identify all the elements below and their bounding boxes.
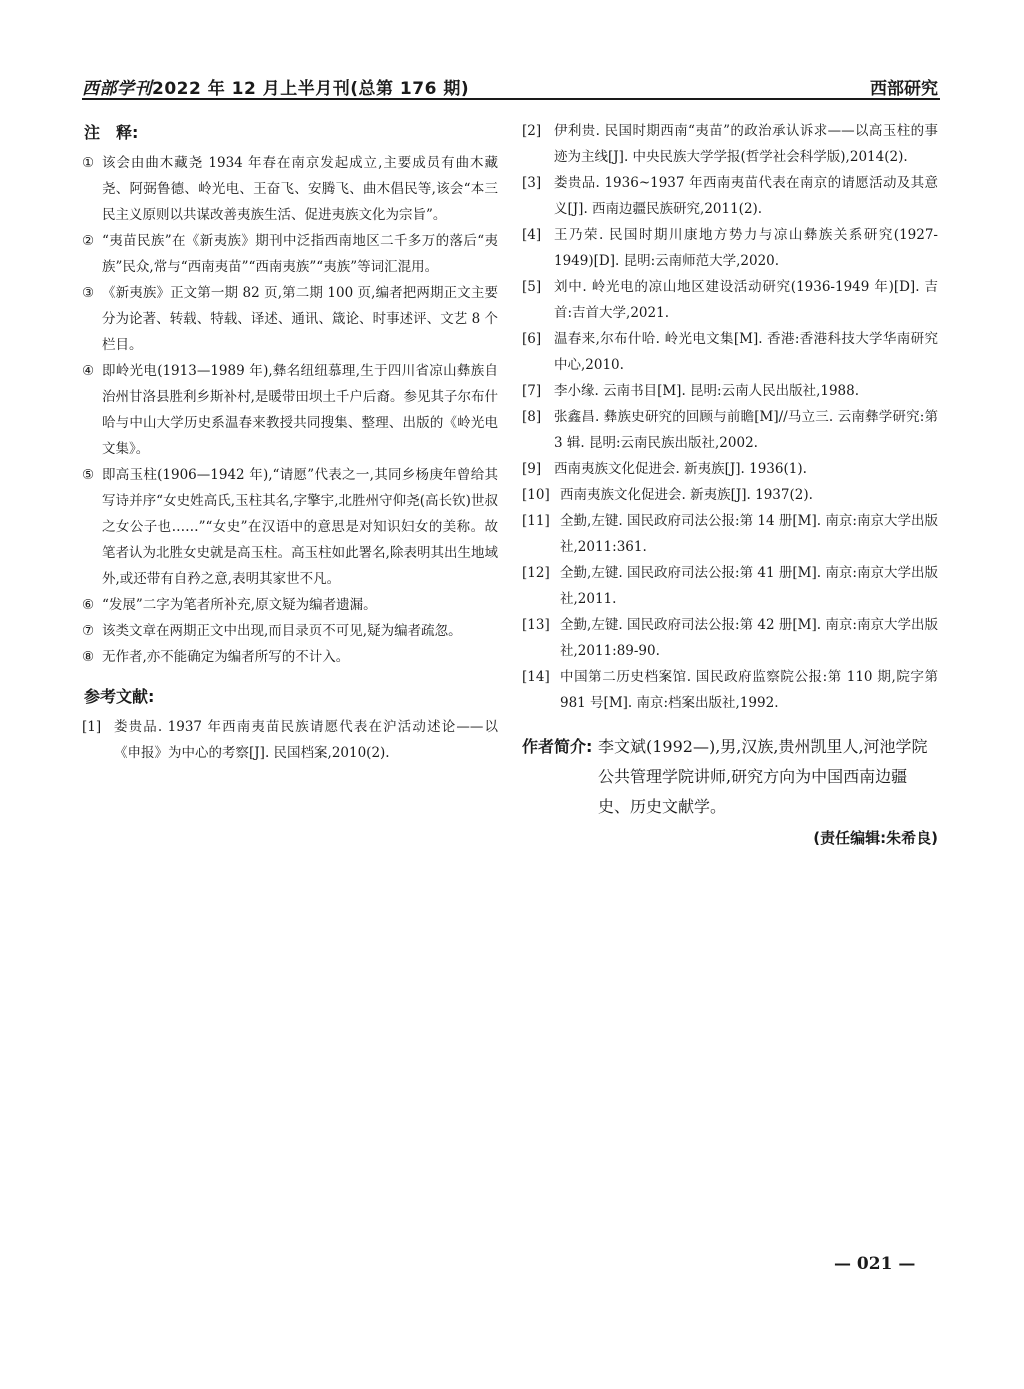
- note-text: 该会由曲木藏尧 1934 年春在南京发起成立,主要成员有曲木藏尧、阿弼鲁德、岭光电、王奋飞、安腾飞、曲木倡民等,该会“本三民主义原则以共谋改善夷族生活、促进夷族文化为宗旨”。: [102, 155, 498, 223]
- reference-text: 西南夷族文化促进会. 新夷族[J]. 1937(2).: [560, 487, 813, 503]
- note-item: [82, 358, 498, 462]
- reference-item: [522, 378, 938, 404]
- note-item: [82, 592, 498, 618]
- reference-item: [522, 222, 938, 274]
- section-name: 西部研究: [870, 79, 938, 99]
- note-item: [82, 280, 498, 358]
- note-marker: ③: [82, 285, 95, 301]
- reference-number: [14]: [522, 669, 550, 685]
- author-bio-text: 李文斌(1992—),男,汉族,贵州凯里人,河池学院公共管理学院讲师,研究方向为中国西南边疆史、历史文献学。: [598, 737, 928, 816]
- notes-heading: 注 释:: [84, 123, 139, 142]
- reference-item: [522, 612, 938, 664]
- reference-number: [10]: [522, 487, 550, 503]
- note-marker: ⑤: [82, 467, 95, 483]
- reference-text: 全勤,左键. 国民政府司法公报:第 42 册[M]. 南京:南京大学出版社,2011:89-90.: [560, 617, 938, 659]
- reference-text: 李小缘. 云南书目[M]. 昆明:云南人民出版社,1988.: [554, 383, 860, 399]
- issue-info: 2022 年 12 月上半月刊(总第 176 期): [152, 79, 470, 99]
- reference-text: 张鑫昌. 彝族史研究的回顾与前瞻[M]//马立三. 云南彝学研究:第 3 辑. 昆明:云南民族出版社,2002.: [554, 409, 938, 451]
- note-marker: ①: [82, 155, 95, 171]
- reference-text: 刘中. 岭光电的凉山地区建设活动研究(1936-1949 年)[D]. 吉首:吉首大学,2021.: [554, 279, 938, 321]
- reference-item: [522, 118, 938, 170]
- reference-text: 温春来,尔布什哈. 岭光电文集[M]. 香港:香港科技大学华南研究中心,2010.: [554, 331, 938, 373]
- note-item: [82, 228, 498, 280]
- reference-item: [522, 482, 938, 508]
- left-column: [82, 120, 498, 766]
- reference-number: [12]: [522, 565, 550, 581]
- reference-item: [82, 714, 498, 766]
- reference-text: 娄贵品. 1937 年西南夷苗民族请愿代表在沪活动述论——以《申报》为中心的考察[J]. 民国档案,2010(2).: [114, 719, 498, 761]
- journal-logo: 西部学刊: [82, 79, 152, 99]
- reference-text: 娄贵品. 1936~1937 年西南夷苗代表在南京的请愿活动及其意义[J]. 西南边疆民族研究,2011(2).: [554, 175, 938, 217]
- reference-item: [522, 326, 938, 378]
- note-text: “夷苗民族”在《新夷族》期刊中泛指西南地区二千多万的落后“夷族”民众,常与“西南夷苗”“西南夷族”“夷族”等词汇混用。: [102, 233, 498, 275]
- reference-item: [522, 664, 938, 716]
- note-text: 无作者,亦不能确定为编者所写的不计入。: [102, 649, 350, 665]
- reference-text: 伊利贵. 民国时期西南“夷苗”的政治承认诉求——以高玉柱的事迹为主线[J]. 中央民族大学学报(哲学社会科学版),2014(2).: [554, 123, 938, 165]
- note-marker: ⑦: [82, 623, 95, 639]
- note-text: 该类文章在两期正文中出现,而目录页不可见,疑为编者疏忽。: [102, 623, 462, 639]
- reference-number: [11]: [522, 513, 550, 529]
- note-marker: ⑧: [82, 649, 95, 665]
- reference-text: 全勤,左键. 国民政府司法公报:第 41 册[M]. 南京:南京大学出版社,2011.: [560, 565, 938, 607]
- reference-text: 全勤,左键. 国民政府司法公报:第 14 册[M]. 南京:南京大学出版社,2011:361.: [560, 513, 938, 555]
- note-text: 即高玉柱(1906—1942 年),“请愿”代表之一,其同乡杨庚年曾给其写诗并序“女史姓高氏,玉柱其名,字擎宇,北胜州守仰尧(高长钦)世叔之女公子也……”“女史”在汉语中的意思是对知识妇女的美称。故笔者认为北胜女史就是高玉柱。高玉柱如此署名,除表明其出生地域外,或还带有自矜之意,表明其家世不凡。: [102, 467, 498, 587]
- page-header: [82, 68, 940, 100]
- note-item: [82, 618, 498, 644]
- reference-item: [522, 560, 938, 612]
- reference-item: [522, 170, 938, 222]
- reference-number: [3]: [522, 175, 542, 191]
- reference-number: [6]: [522, 331, 542, 347]
- reference-number: [5]: [522, 279, 542, 295]
- references-heading: 参考文献:: [84, 687, 155, 706]
- note-item: [82, 150, 498, 228]
- right-column: [522, 118, 938, 852]
- note-item: [82, 644, 498, 670]
- reference-item: [522, 274, 938, 326]
- journal-title: [82, 74, 469, 99]
- reference-item: [522, 456, 938, 482]
- note-marker: ②: [82, 233, 95, 249]
- note-text: 《新夷族》正文第一期 82 页,第二期 100 页,编者把两期正文主要分为论著、转载、特载、译述、通讯、箴论、时事述评、文艺 8 个栏目。: [102, 285, 498, 353]
- reference-number: [4]: [522, 227, 542, 243]
- author-bio-label: 作者简介:: [522, 737, 593, 756]
- reference-number: [9]: [522, 461, 542, 477]
- reference-item: [522, 508, 938, 560]
- reference-text: 王乃荣. 民国时期川康地方势力与凉山彝族关系研究(1927-1949)[D]. 昆明:云南师范大学,2020.: [554, 227, 938, 269]
- reference-item: [522, 404, 938, 456]
- reference-text: 中国第二历史档案馆. 国民政府监察院公报:第 110 期,院字第 981 号[M]. 南京:档案出版社,1992.: [560, 669, 938, 711]
- note-marker: ⑥: [82, 597, 95, 613]
- reference-number: [1]: [82, 719, 102, 735]
- note-text: “发展”二字为笔者所补充,原文疑为编者遗漏。: [102, 597, 377, 613]
- note-marker: ④: [82, 363, 95, 379]
- reference-number: [2]: [522, 123, 542, 139]
- reference-number: [7]: [522, 383, 542, 399]
- reference-text: 西南夷族文化促进会. 新夷族[J]. 1936(1).: [554, 461, 807, 477]
- reference-number: [13]: [522, 617, 550, 633]
- note-text: 即岭光电(1913—1989 年),彝名纽纽慕理,生于四川省凉山彝族自治州甘洛县胜利乡斯补村,是暖带田坝土千户后裔。参见其子尔布什哈与中山大学历史系温春来教授共同搜集、整理、出版的《岭光电文集》。: [102, 363, 498, 457]
- responsible-editor: (责任编辑:朱希良): [813, 829, 938, 847]
- author-bio: [522, 732, 938, 822]
- reference-number: [8]: [522, 409, 542, 425]
- note-item: [82, 462, 498, 592]
- page-number: — 021 —: [834, 1254, 916, 1274]
